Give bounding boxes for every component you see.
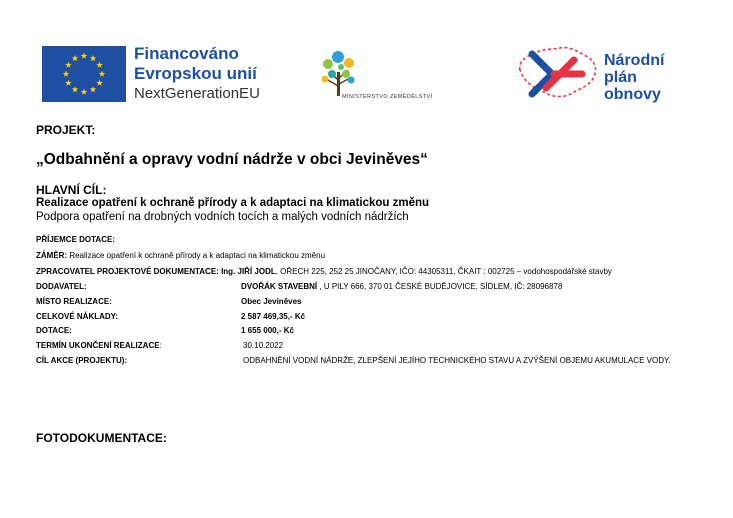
eu-star-icon xyxy=(65,62,71,68)
npo-text-line2: plán xyxy=(604,69,637,86)
project-goal-row xyxy=(36,356,706,365)
recipient-label: PŘÍJEMCE DOTACE: xyxy=(36,235,115,244)
eu-star-icon xyxy=(65,80,71,86)
photo-documentation-label: FOTODOKUMENTACE: xyxy=(36,431,167,445)
project-goal-label: CÍL AKCE (PROJEKTU): xyxy=(36,356,128,365)
total-cost-value: 2 587 469,35,- Kč xyxy=(241,312,306,321)
subsidy-label: DOTACE: xyxy=(36,326,72,335)
location-value: Obec Jeviněves xyxy=(241,297,302,306)
eu-star-icon xyxy=(96,80,102,86)
recipient-row xyxy=(36,235,115,244)
project-goal-value: ODBAHNĚNÍ VODNÍ NÁDRŽE, ZLEPŠENÍ JEJÍHO TECHNICKÉHO STAVU A ZVÝŠENÍ OBJEMU AKUMULACE VODY. xyxy=(243,356,671,365)
eu-text-line2: Evropskou unií xyxy=(134,64,257,83)
intent-value: Realizace opatření k ochraně přírody a k adaptaci na klimatickou změnu xyxy=(67,251,326,260)
main-goal-label: HLAVNÍ CÍL: xyxy=(36,183,107,197)
eu-star-icon xyxy=(81,89,87,95)
location-label: MÍSTO REALIZACE: xyxy=(36,297,112,306)
total-cost-row xyxy=(36,312,706,321)
intent-row xyxy=(36,251,325,260)
project-label: PROJEKT: xyxy=(36,123,96,137)
eu-star-icon xyxy=(63,71,69,77)
deadline-label: TERMÍN UKONČENÍ REALIZACE xyxy=(36,341,160,350)
supplier-row xyxy=(36,282,706,291)
eu-star-icon xyxy=(96,62,102,68)
logo-bar xyxy=(0,0,733,115)
npo-text-line1: Národní xyxy=(604,52,665,69)
eu-star-icon xyxy=(90,86,96,92)
eu-star-icon xyxy=(99,71,105,77)
ministry-logo xyxy=(318,50,448,108)
supplier-details: , U PILY 666, 370 01 ČESKÉ BUDĚJOVICE, SÍDLEM, IČ: 28096878 xyxy=(317,282,563,291)
eu-star-icon xyxy=(72,86,78,92)
main-goal: Realizace opatření k ochraně přírody a k adaptaci na klimatickou změnu xyxy=(36,197,430,209)
npo-logo xyxy=(512,40,692,115)
deadline-row xyxy=(36,341,706,350)
deadline-colon: : xyxy=(159,341,162,350)
total-cost-label: CELKOVÉ NÁKLADY: xyxy=(36,312,119,321)
ministry-name: MINISTERSTVO ZEMĚDĚLSTVÍ xyxy=(342,94,433,100)
deadline-value: 30.10.2022 xyxy=(243,341,284,350)
eu-star-icon xyxy=(72,55,78,61)
eu-text-line1: Financováno xyxy=(134,44,239,63)
npo-map-icon xyxy=(512,40,602,112)
subsidy-row xyxy=(36,326,706,335)
supplier-name: DVOŘÁK STAVEBNÍ xyxy=(241,282,318,291)
main-goal-subtitle: Podpora opatření na drobných vodních tocích a malých vodních nádržích xyxy=(36,211,409,223)
eu-star-icon xyxy=(81,53,87,59)
designer-row xyxy=(36,267,612,276)
designer-name: Ing. JIŘÍ JODL xyxy=(221,267,276,276)
intent-label: ZÁMĚR: xyxy=(36,251,68,260)
eu-text-line3: NextGenerationEU xyxy=(134,85,260,102)
designer-details: , OŘECH 225, 252 25 JINOČANY, IČO: 44305311, ČKAIT : 002725 – vodohospodářské stavby xyxy=(275,267,612,276)
designer-label: ZPRACOVATEL PROJEKTOVÉ DOKUMENTACE: xyxy=(36,267,222,276)
location-row xyxy=(36,297,706,306)
supplier-label: DODAVATEL: xyxy=(36,282,87,291)
subsidy-value: 1 655 000,- Kč xyxy=(241,326,294,335)
eu-funding-logo xyxy=(42,44,272,104)
eu-star-icon xyxy=(90,55,96,61)
tree-icon xyxy=(318,50,368,96)
npo-text-line3: obnovy xyxy=(604,86,661,103)
eu-flag-icon xyxy=(42,46,126,102)
project-title: „Odbahnění a opravy vodní nádrže v obci Jeviněves“ xyxy=(36,151,428,168)
